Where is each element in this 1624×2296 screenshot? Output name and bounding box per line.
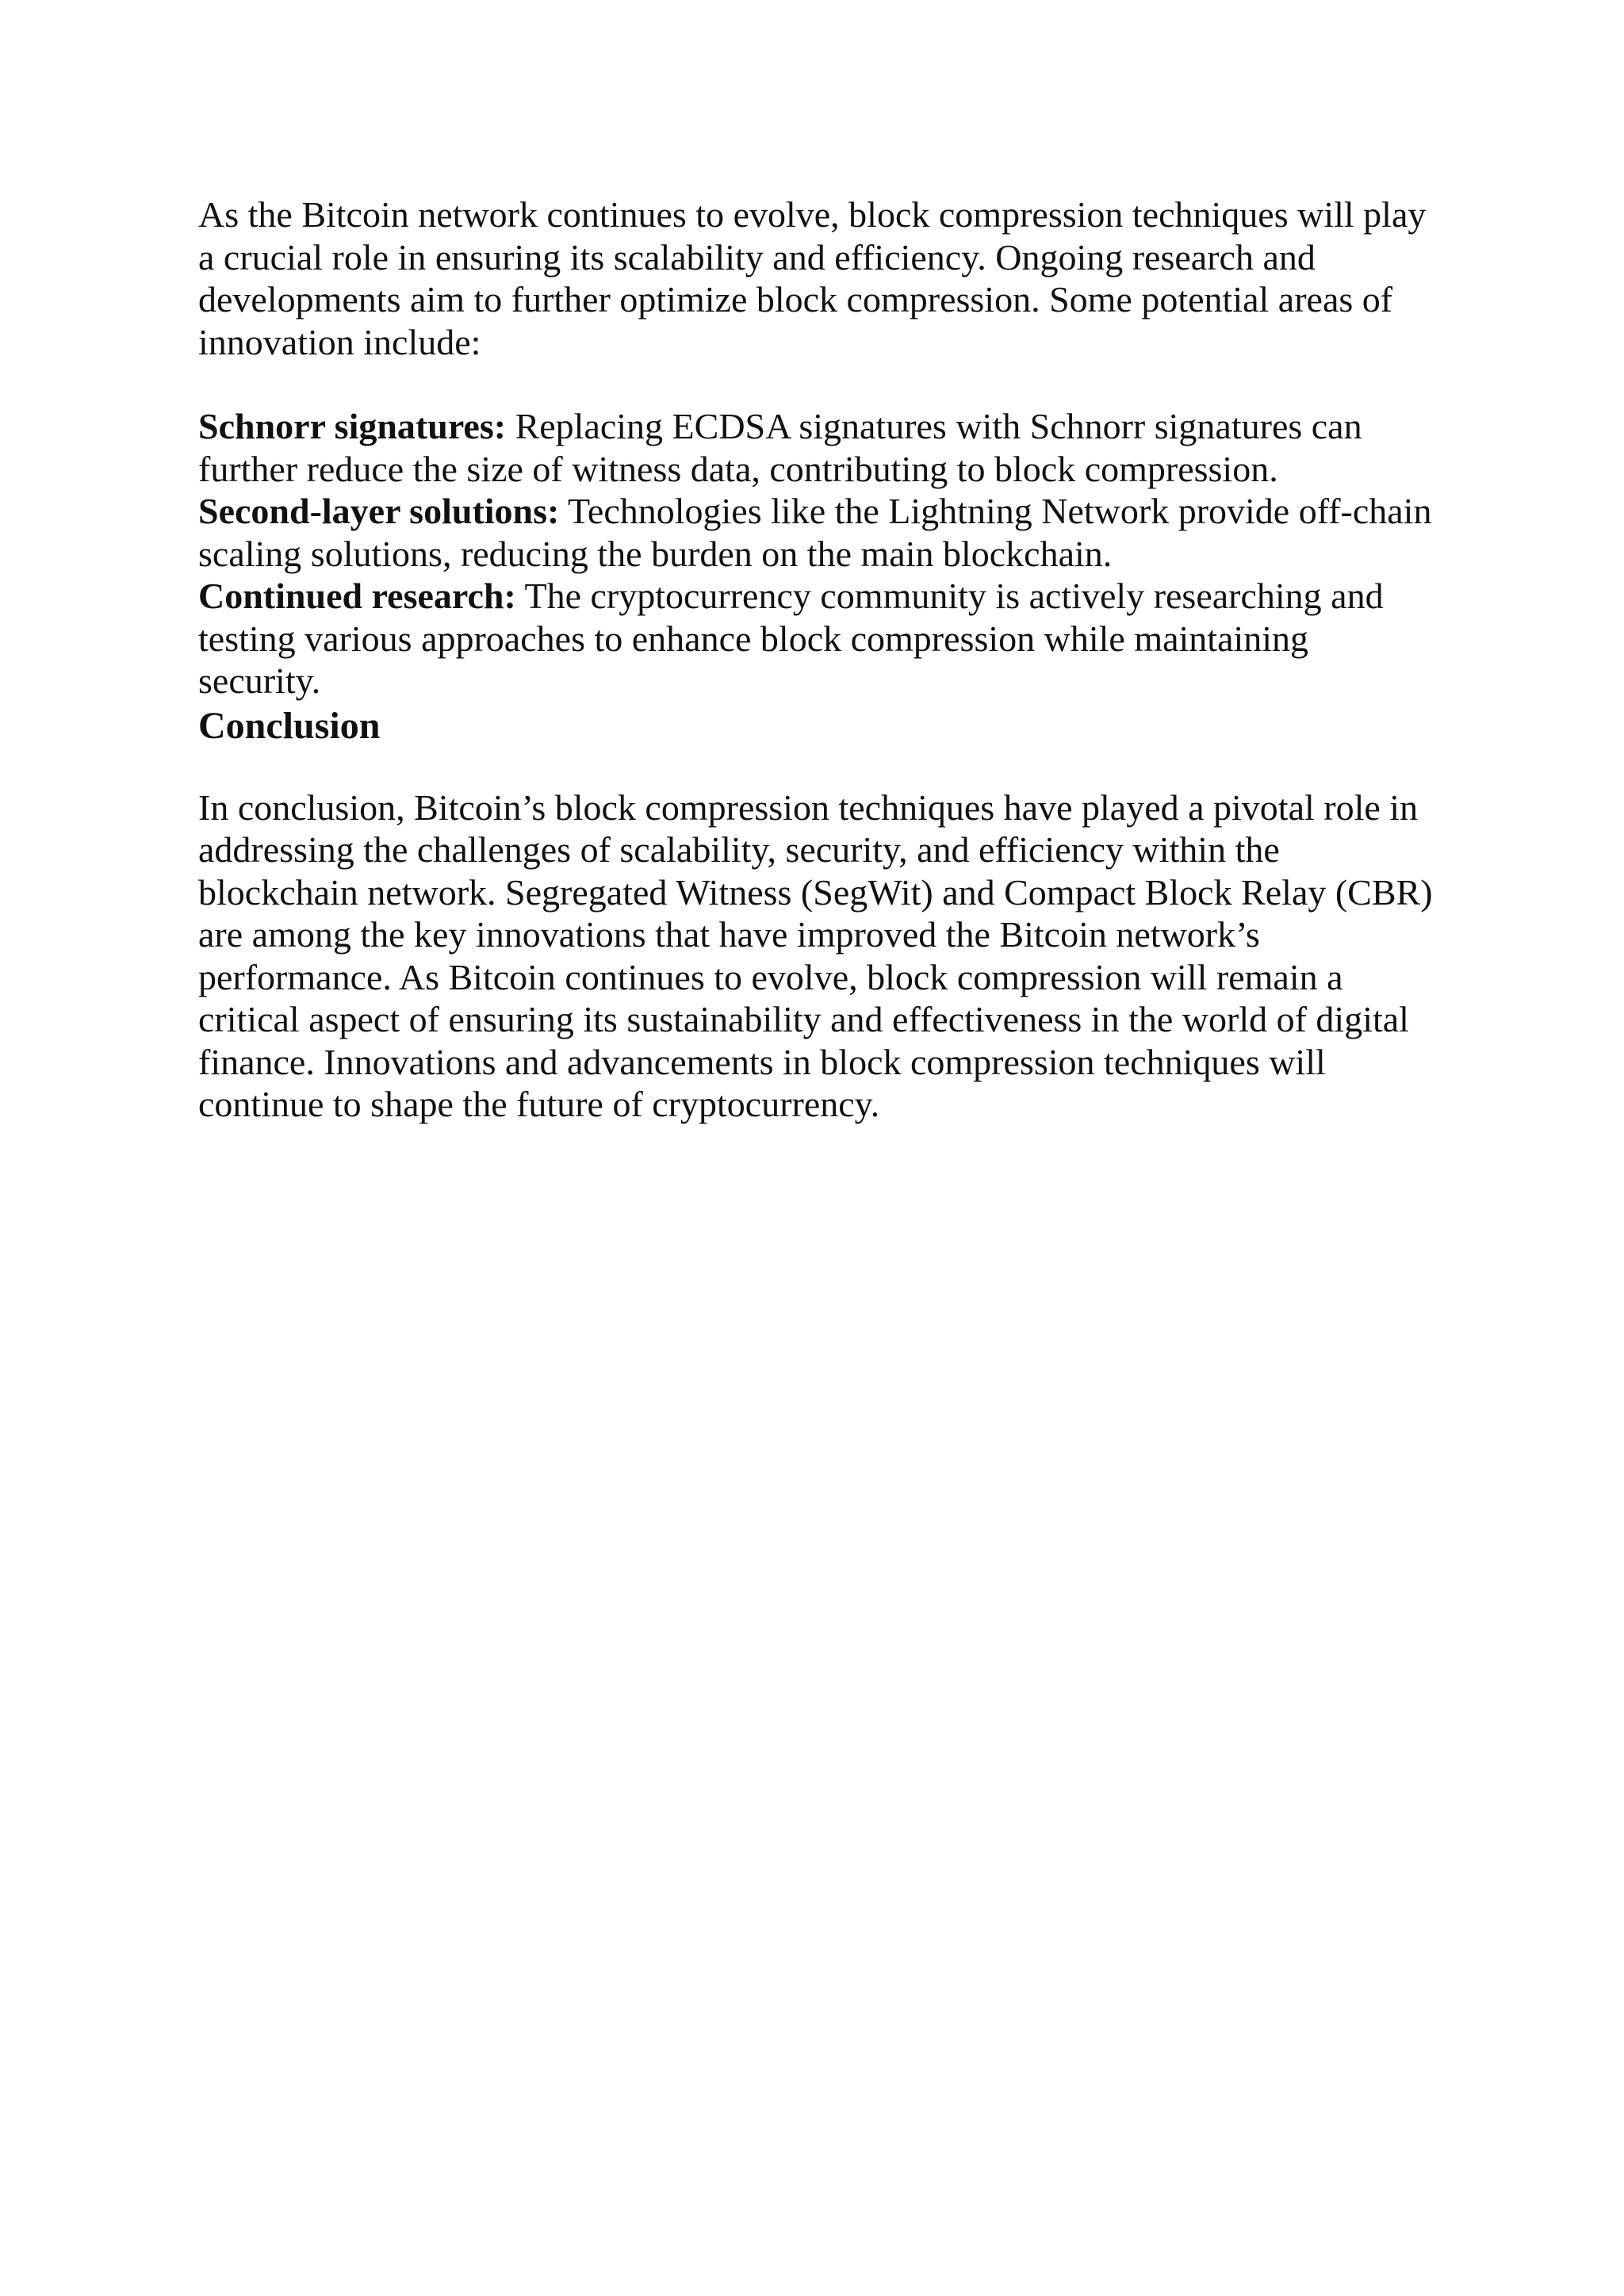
list-item-schnorr [198, 405, 1435, 490]
item-text: Replacing ECDSA signatures with Schnorr signatures can further reduce the size of witness data, contributing to block compression. [198, 406, 1362, 489]
item-text: Technologies like the Lightning Network provide off-chain scaling solutions, reducing the burden on the main blockchain. [198, 491, 1432, 574]
item-text: The cryptocurrency community is actively researching and testing various approaches to enhance block compression while maintaining security. [198, 576, 1384, 701]
item-term: Second-layer solutions: [198, 491, 560, 531]
list-item-continued-research [198, 575, 1435, 702]
item-term: Continued research: [198, 576, 516, 616]
item-term: Schnorr signatures: [198, 406, 507, 446]
conclusion-paragraph: In conclusion, Bitcoin’s block compression techniques have played a pivotal role in addressing the challenges of scalability, security, and efficiency within the blockchain network. Segregated Witness (SegWit) and Compact Block Relay (CBR) are among the key innovations that have improved the Bitcoin network’s performance. As Bitcoin continues to evolve, block compression will remain a critical aspect of ensuring its sustainability and effectiveness in the world of digital finance. Innovations and advancements in block compression techniques will continue to shape the future of cryptocurrency. [198, 786, 1433, 1124]
section-heading: Conclusion [198, 704, 381, 747]
document-body [198, 193, 1435, 1126]
intro-paragraph: As the Bitcoin network continues to evolve, block compression techniques will play a crucial role in ensuring its scalability and efficiency. Ongoing research and developments aim to further optimize block compression. Some potential areas of innovation include: [198, 194, 1427, 362]
list-item-second-layer [198, 490, 1435, 575]
